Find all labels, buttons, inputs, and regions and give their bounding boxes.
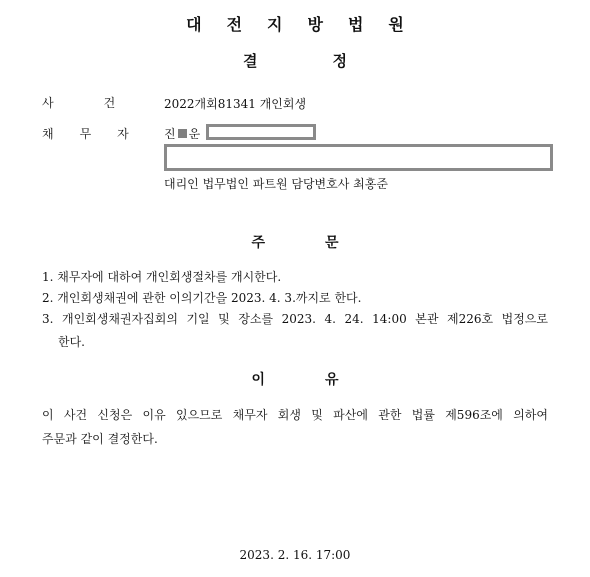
document-title: 결정	[243, 52, 422, 70]
name-mask	[178, 129, 187, 138]
redacted-address-box	[164, 144, 553, 171]
case-label: 사건	[42, 96, 166, 110]
reason-heading: 이유	[251, 372, 399, 388]
order-item-3-line-1: 3. 개인회생채권자집회의 기일 및 장소를 2023. 4. 24. 14:00 본관 제226호 법정으로	[42, 312, 548, 326]
reason-line-2: 주문과 같이 결정한다.	[42, 432, 158, 446]
debtor-name-start: 진	[164, 127, 176, 141]
decision-date: 2023. 2. 16. 17:00	[239, 548, 351, 562]
debtor-name	[164, 125, 200, 142]
reason-text	[42, 406, 548, 447]
debtor-label: 채무자	[42, 127, 155, 141]
debtor-name-end: 운	[188, 127, 201, 141]
court-name: 대전지방법원	[186, 15, 429, 34]
reason-line-1: 이 사건 신청은 이유 있으므로 채무자 회생 및 파산에 관한 법률 제596조에 의하여	[42, 408, 548, 422]
attorney-info: 대리인 법무법인 파트원 담당변호사 최홍준	[164, 177, 388, 191]
redacted-name-box	[206, 124, 316, 140]
order-item-3-line-2: 한다.	[58, 335, 85, 349]
order-heading: 주문	[251, 235, 399, 251]
order-item-1: 1. 채무자에 대하여 개인회생절차를 개시한다.	[42, 270, 282, 284]
case-number: 2022개회81341 개인회생	[164, 97, 307, 111]
order-item-2: 2. 개인회생채권에 관한 이의기간을 2023. 4. 3.까지로 한다.	[42, 291, 362, 305]
order-item-3	[42, 310, 548, 350]
